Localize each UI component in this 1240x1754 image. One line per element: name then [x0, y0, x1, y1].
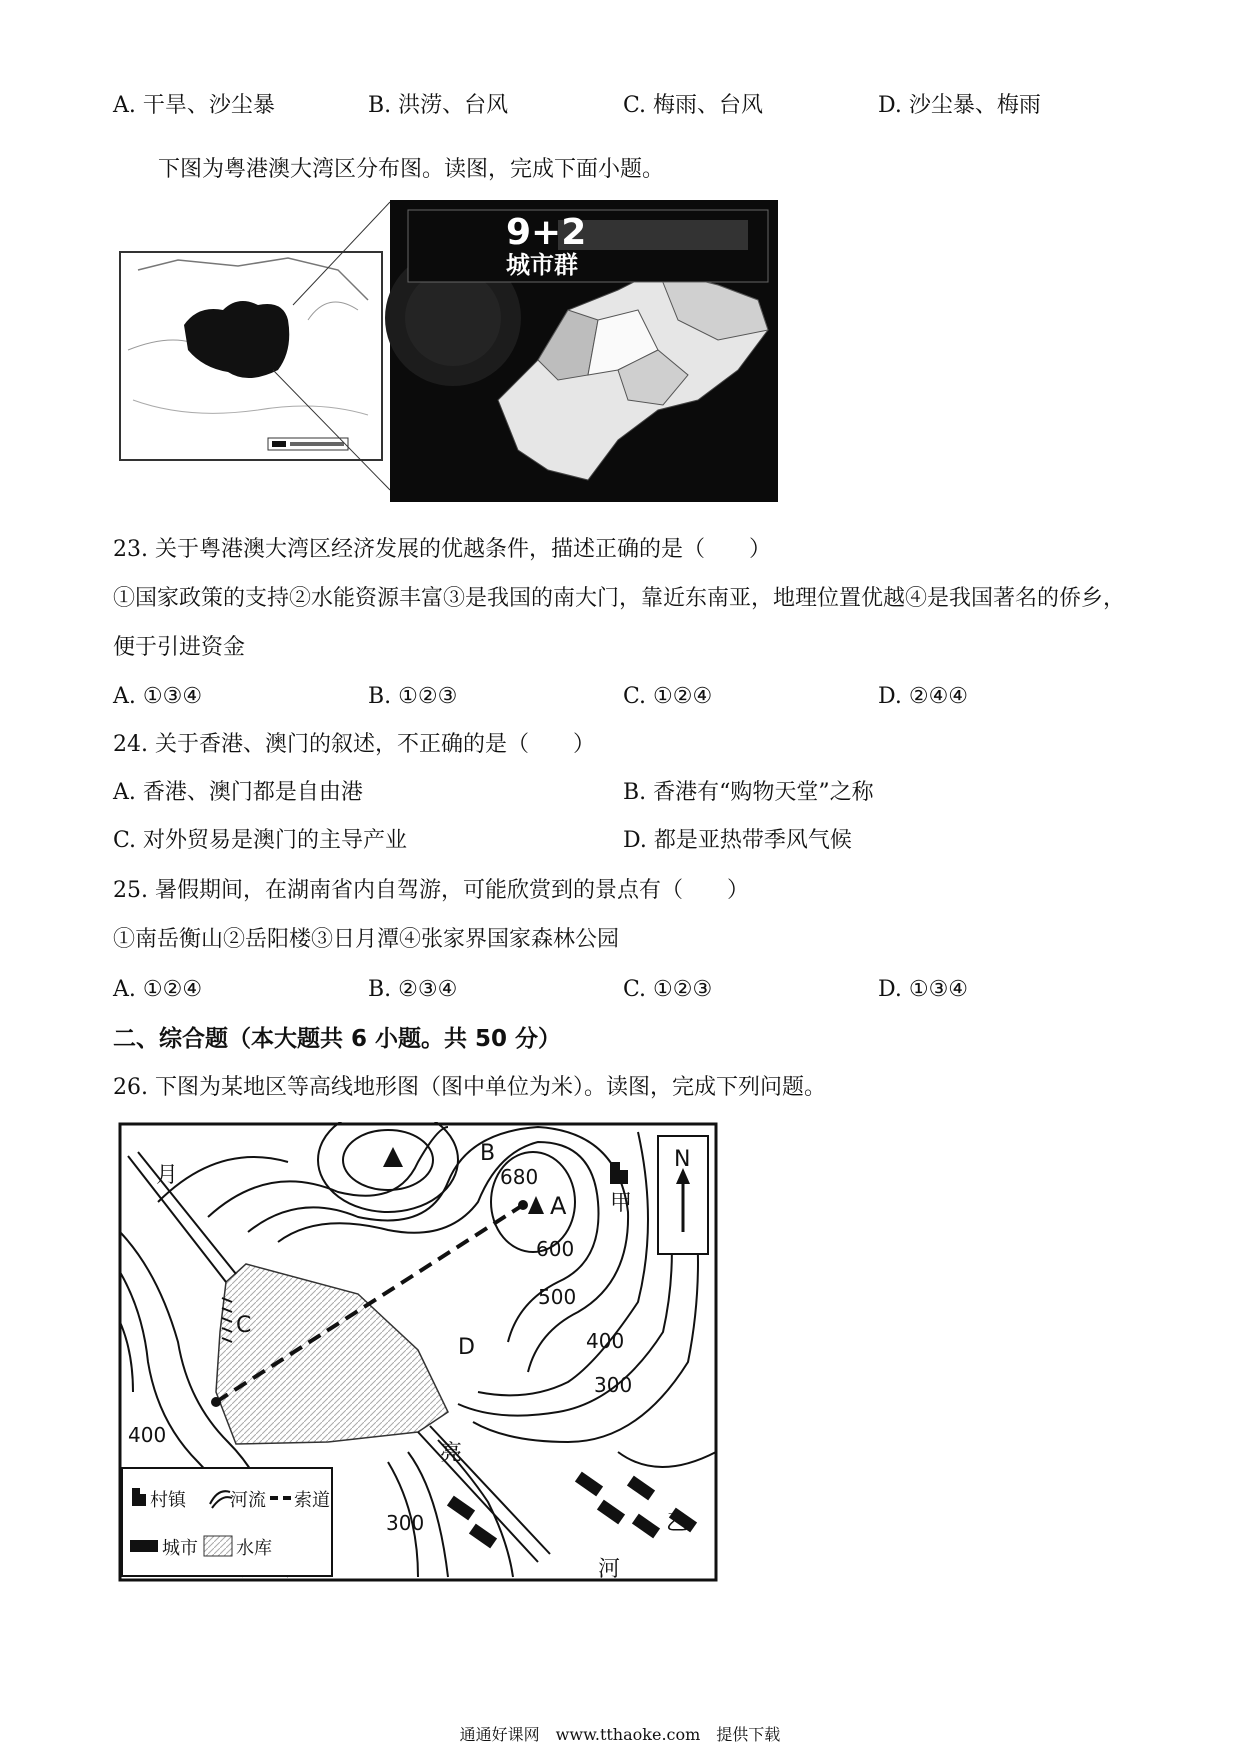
contour-300-bottom-label: 300 [386, 1511, 425, 1535]
q24-option-c: C. 对外贸易是澳门的主导产业 [113, 828, 408, 853]
q25-option-a: A. ①②④ [113, 977, 203, 1002]
q25-stem: 25. 暑假期间，在湖南省内自驾游，可能欣赏到的景点有（ ） [113, 878, 749, 903]
village-jia-label: 甲 [610, 1191, 633, 1216]
q25-line1: ①南岳衡山②岳阳楼③日月潭④张家界国家森林公园 [113, 927, 620, 952]
section-2-heading: 二、综合题（本大题共 6 小题。共 50 分） [113, 1026, 562, 1052]
point-a-label: A [550, 1192, 567, 1220]
peak-elevation-label: 680 [500, 1165, 539, 1189]
contour-300-label: 300 [594, 1373, 633, 1397]
legend-river-label: 河流 [230, 1490, 266, 1511]
q23-option-b: B. ①②③ [368, 684, 458, 709]
q22-option-c: C. 梅雨、台风 [623, 93, 764, 118]
contour-600-label: 600 [536, 1237, 575, 1261]
q22-option-d: D. 沙尘暴、梅雨 [878, 93, 1041, 118]
contour-map [118, 1122, 718, 1584]
point-d-label: D [458, 1335, 475, 1360]
q23-option-a: A. ①③④ [113, 684, 203, 709]
q24-option-a: A. 香港、澳门都是自由港 [113, 780, 363, 805]
city-yi-label: 乙 [666, 1511, 689, 1536]
contour-400-label: 400 [586, 1329, 625, 1353]
q22-option-a: A. 干旱、沙尘暴 [113, 93, 275, 118]
q23-option-d: D. ②④④ [878, 684, 969, 709]
q24-stem: 24. 关于香港、澳门的叙述，不正确的是（ ） [113, 732, 595, 757]
q25-option-b: B. ②③④ [368, 977, 458, 1002]
bay-area-map [118, 200, 778, 510]
legend-reservoir-label: 水库 [236, 1538, 272, 1559]
contour-400-left-label: 400 [128, 1423, 167, 1447]
legend-village-label: 村镇 [150, 1490, 186, 1511]
contour-500-label: 500 [538, 1285, 577, 1309]
legend-cableway-label: 索道 [294, 1490, 330, 1511]
q26-stem: 26. 下图为某地区等高线地形图（图中单位为米）。读图，完成下列问题。 [113, 1075, 826, 1100]
q23-line2: 便于引进资金 [113, 635, 246, 660]
bay-map-title-text: 城市群 [506, 251, 578, 279]
q23-line1: ①国家政策的支持②水能资源丰富③是我国的南大门，靠近东南亚，地理位置优越④是我国著名的侨乡， [113, 586, 1126, 611]
river-label-1: 月 [156, 1163, 179, 1188]
legend-city-label: 城市 [162, 1538, 198, 1559]
q23-stem: 23. 关于粤港澳大湾区经济发展的优越条件，描述正确的是（ ） [113, 537, 771, 562]
q24-option-d: D. 都是亚热带季风气候 [623, 828, 852, 853]
map-intro: 下图为粤港澳大湾区分布图。读图，完成下面小题。 [158, 157, 665, 182]
q22-option-b: B. 洪涝、台风 [368, 93, 509, 118]
north-label: N [674, 1147, 691, 1172]
q25-option-c: C. ①②③ [623, 977, 713, 1002]
q24-option-b: B. 香港有“购物天堂”之称 [623, 780, 874, 805]
bay-area-figure [118, 200, 778, 510]
river-label-2: 亮 [440, 1441, 463, 1466]
q25-option-d: D. ①③④ [878, 977, 969, 1002]
bay-map-title-number: 9+2 [506, 212, 587, 253]
page-footer: 通通好课网 www.tthaoke.com 提供下载 [459, 1725, 781, 1744]
point-c-label: C [236, 1313, 252, 1338]
point-b-label: B [480, 1141, 496, 1166]
river-label-3: 河 [598, 1557, 621, 1582]
q23-option-c: C. ①②④ [623, 684, 713, 709]
contour-map-figure [118, 1122, 718, 1584]
